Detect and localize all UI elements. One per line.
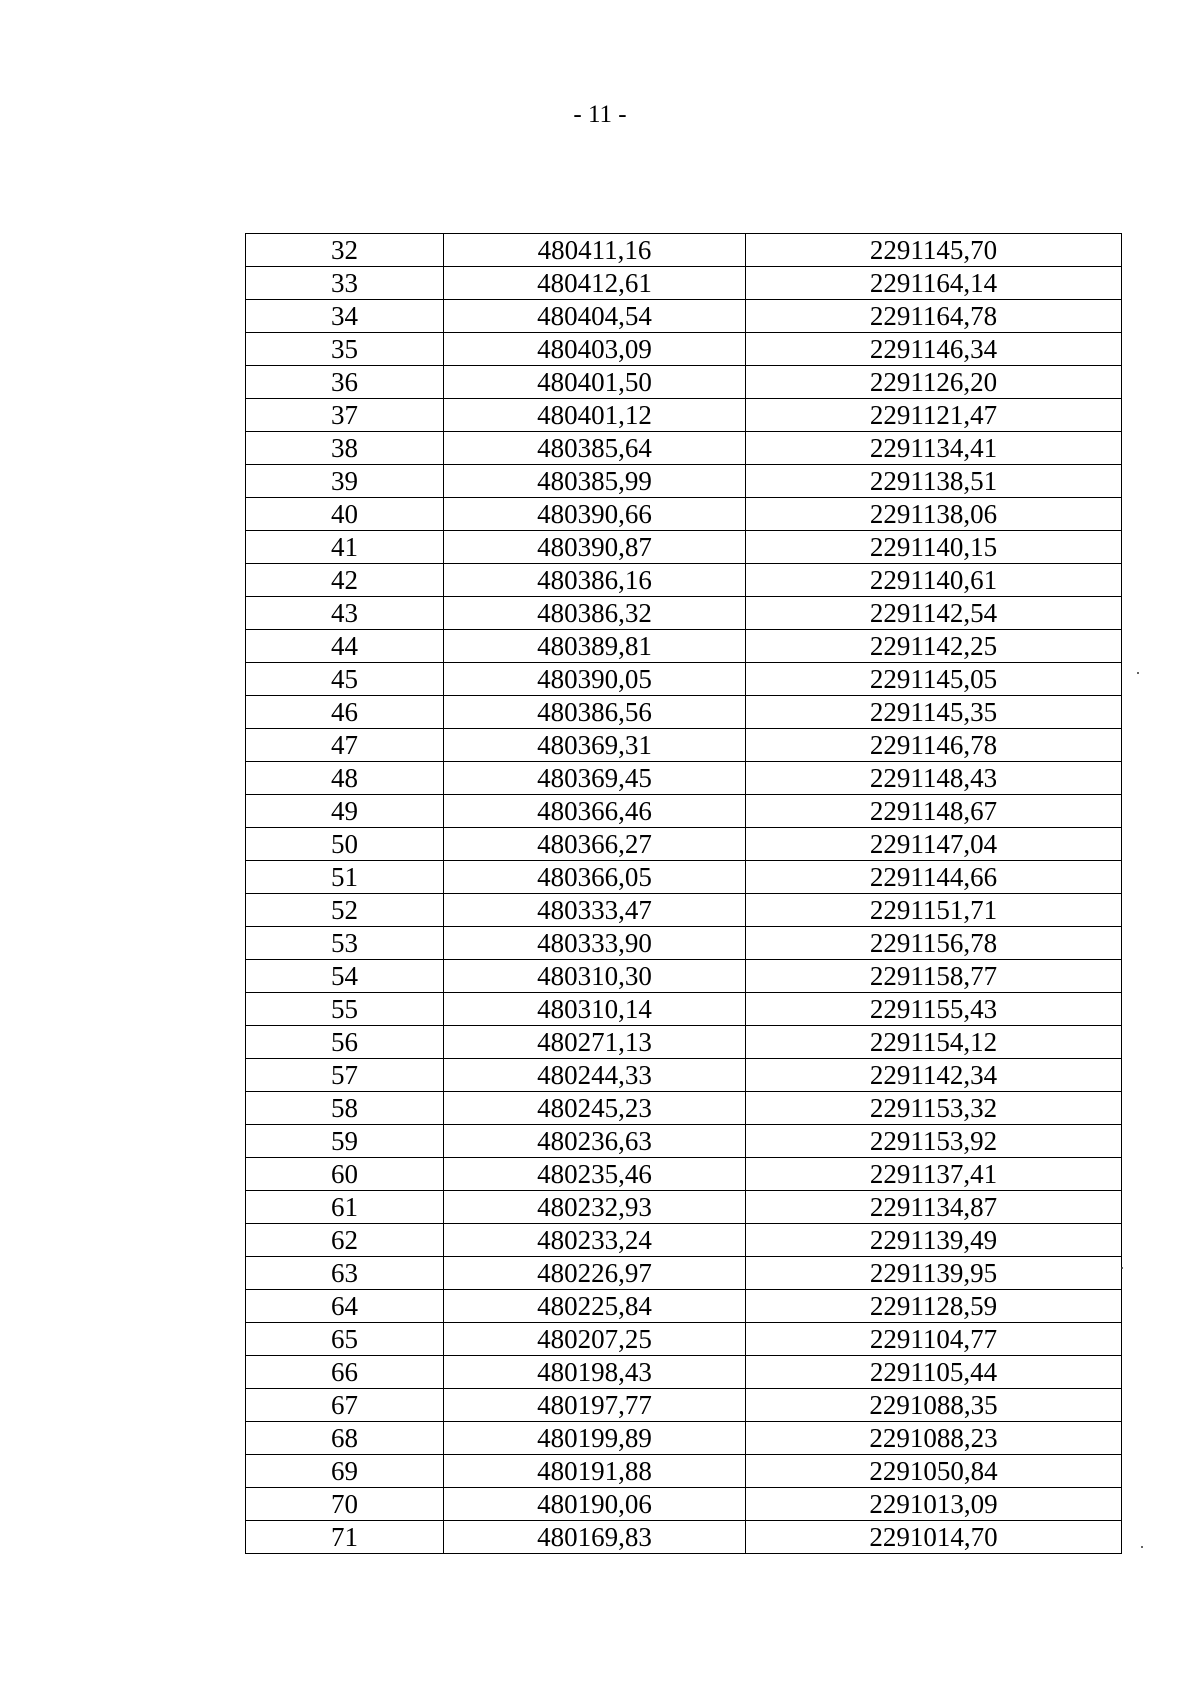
- point-number-cell: 69: [246, 1455, 444, 1488]
- y-coordinate-cell: 2291142,34: [746, 1059, 1122, 1092]
- y-coordinate-cell: 2291139,95: [746, 1257, 1122, 1290]
- y-coordinate-cell: 2291146,78: [746, 729, 1122, 762]
- x-coordinate-cell: 480401,12: [444, 399, 746, 432]
- x-coordinate-cell: 480390,87: [444, 531, 746, 564]
- table-row: [246, 1389, 1122, 1422]
- scan-speck: [1137, 672, 1139, 674]
- x-coordinate-cell: 480197,77: [444, 1389, 746, 1422]
- table-row: [246, 1026, 1122, 1059]
- point-number-cell: 46: [246, 696, 444, 729]
- point-number-cell: 71: [246, 1521, 444, 1554]
- y-coordinate-cell: 2291151,71: [746, 894, 1122, 927]
- table-row: [246, 597, 1122, 630]
- y-coordinate-cell: 2291164,78: [746, 300, 1122, 333]
- coordinates-table-body: [246, 234, 1122, 1554]
- table-row: [246, 432, 1122, 465]
- point-number-cell: 41: [246, 531, 444, 564]
- table-row: [246, 1257, 1122, 1290]
- point-number-cell: 47: [246, 729, 444, 762]
- y-coordinate-cell: 2291145,35: [746, 696, 1122, 729]
- y-coordinate-cell: 2291148,43: [746, 762, 1122, 795]
- table-row: [246, 1356, 1122, 1389]
- x-coordinate-cell: 480310,30: [444, 960, 746, 993]
- x-coordinate-cell: 480236,63: [444, 1125, 746, 1158]
- y-coordinate-cell: 2291105,44: [746, 1356, 1122, 1389]
- y-coordinate-cell: 2291134,41: [746, 432, 1122, 465]
- point-number-cell: 35: [246, 333, 444, 366]
- x-coordinate-cell: 480412,61: [444, 267, 746, 300]
- point-number-cell: 67: [246, 1389, 444, 1422]
- x-coordinate-cell: 480233,24: [444, 1224, 746, 1257]
- table-row: [246, 531, 1122, 564]
- x-coordinate-cell: 480389,81: [444, 630, 746, 663]
- x-coordinate-cell: 480366,05: [444, 861, 746, 894]
- scan-speck: [1141, 1546, 1143, 1548]
- y-coordinate-cell: 2291121,47: [746, 399, 1122, 432]
- table-row: [246, 267, 1122, 300]
- table-row: [246, 861, 1122, 894]
- table-row: [246, 234, 1122, 267]
- y-coordinate-cell: 2291126,20: [746, 366, 1122, 399]
- x-coordinate-cell: 480369,45: [444, 762, 746, 795]
- x-coordinate-cell: 480366,27: [444, 828, 746, 861]
- table-row: [246, 333, 1122, 366]
- point-number-cell: 60: [246, 1158, 444, 1191]
- y-coordinate-cell: 2291140,15: [746, 531, 1122, 564]
- point-number-cell: 53: [246, 927, 444, 960]
- x-coordinate-cell: 480235,46: [444, 1158, 746, 1191]
- y-coordinate-cell: 2291158,77: [746, 960, 1122, 993]
- x-coordinate-cell: 480244,33: [444, 1059, 746, 1092]
- x-coordinate-cell: 480404,54: [444, 300, 746, 333]
- table-row: [246, 366, 1122, 399]
- x-coordinate-cell: 480386,16: [444, 564, 746, 597]
- x-coordinate-cell: 480169,83: [444, 1521, 746, 1554]
- point-number-cell: 39: [246, 465, 444, 498]
- point-number-cell: 70: [246, 1488, 444, 1521]
- point-number-cell: 57: [246, 1059, 444, 1092]
- point-number-cell: 54: [246, 960, 444, 993]
- table-row: [246, 927, 1122, 960]
- y-coordinate-cell: 2291014,70: [746, 1521, 1122, 1554]
- table-row: [246, 894, 1122, 927]
- y-coordinate-cell: 2291104,77: [746, 1323, 1122, 1356]
- y-coordinate-cell: 2291128,59: [746, 1290, 1122, 1323]
- table-row: [246, 498, 1122, 531]
- x-coordinate-cell: 480225,84: [444, 1290, 746, 1323]
- y-coordinate-cell: 2291139,49: [746, 1224, 1122, 1257]
- x-coordinate-cell: 480390,66: [444, 498, 746, 531]
- table-row: [246, 1125, 1122, 1158]
- x-coordinate-cell: 480191,88: [444, 1455, 746, 1488]
- point-number-cell: 43: [246, 597, 444, 630]
- y-coordinate-cell: 2291013,09: [746, 1488, 1122, 1521]
- y-coordinate-cell: 2291144,66: [746, 861, 1122, 894]
- y-coordinate-cell: 2291142,25: [746, 630, 1122, 663]
- y-coordinate-cell: 2291088,35: [746, 1389, 1122, 1422]
- point-number-cell: 38: [246, 432, 444, 465]
- coordinates-table: [245, 233, 1122, 1554]
- table-row: [246, 1488, 1122, 1521]
- table-row: [246, 828, 1122, 861]
- x-coordinate-cell: 480271,13: [444, 1026, 746, 1059]
- table-row: [246, 1521, 1122, 1554]
- point-number-cell: 36: [246, 366, 444, 399]
- y-coordinate-cell: 2291153,92: [746, 1125, 1122, 1158]
- y-coordinate-cell: 2291153,32: [746, 1092, 1122, 1125]
- point-number-cell: 66: [246, 1356, 444, 1389]
- x-coordinate-cell: 480401,50: [444, 366, 746, 399]
- y-coordinate-cell: 2291146,34: [746, 333, 1122, 366]
- point-number-cell: 55: [246, 993, 444, 1026]
- y-coordinate-cell: 2291156,78: [746, 927, 1122, 960]
- point-number-cell: 32: [246, 234, 444, 267]
- table-row: [246, 465, 1122, 498]
- point-number-cell: 42: [246, 564, 444, 597]
- y-coordinate-cell: 2291145,70: [746, 234, 1122, 267]
- point-number-cell: 33: [246, 267, 444, 300]
- y-coordinate-cell: 2291154,12: [746, 1026, 1122, 1059]
- table-row: [246, 1422, 1122, 1455]
- scan-speck: [1121, 1267, 1123, 1269]
- point-number-cell: 45: [246, 663, 444, 696]
- point-number-cell: 51: [246, 861, 444, 894]
- table-row: [246, 696, 1122, 729]
- x-coordinate-cell: 480403,09: [444, 333, 746, 366]
- x-coordinate-cell: 480198,43: [444, 1356, 746, 1389]
- table-row: [246, 1290, 1122, 1323]
- y-coordinate-cell: 2291050,84: [746, 1455, 1122, 1488]
- table-row: [246, 1158, 1122, 1191]
- point-number-cell: 62: [246, 1224, 444, 1257]
- table-row: [246, 795, 1122, 828]
- point-number-cell: 52: [246, 894, 444, 927]
- table-row: [246, 564, 1122, 597]
- point-number-cell: 56: [246, 1026, 444, 1059]
- y-coordinate-cell: 2291138,06: [746, 498, 1122, 531]
- x-coordinate-cell: 480333,90: [444, 927, 746, 960]
- y-coordinate-cell: 2291164,14: [746, 267, 1122, 300]
- table-row: [246, 762, 1122, 795]
- point-number-cell: 65: [246, 1323, 444, 1356]
- x-coordinate-cell: 480366,46: [444, 795, 746, 828]
- table-row: [246, 960, 1122, 993]
- point-number-cell: 50: [246, 828, 444, 861]
- y-coordinate-cell: 2291134,87: [746, 1191, 1122, 1224]
- table-row: [246, 1323, 1122, 1356]
- x-coordinate-cell: 480385,64: [444, 432, 746, 465]
- page-number: - 11 -: [573, 101, 627, 128]
- point-number-cell: 44: [246, 630, 444, 663]
- point-number-cell: 63: [246, 1257, 444, 1290]
- y-coordinate-cell: 2291140,61: [746, 564, 1122, 597]
- table-row: [246, 399, 1122, 432]
- y-coordinate-cell: 2291138,51: [746, 465, 1122, 498]
- table-row: [246, 300, 1122, 333]
- point-number-cell: 49: [246, 795, 444, 828]
- y-coordinate-cell: 2291088,23: [746, 1422, 1122, 1455]
- table-row: [246, 1092, 1122, 1125]
- point-number-cell: 37: [246, 399, 444, 432]
- y-coordinate-cell: 2291142,54: [746, 597, 1122, 630]
- point-number-cell: 48: [246, 762, 444, 795]
- table-row: [246, 1455, 1122, 1488]
- point-number-cell: 58: [246, 1092, 444, 1125]
- x-coordinate-cell: 480232,93: [444, 1191, 746, 1224]
- y-coordinate-cell: 2291148,67: [746, 795, 1122, 828]
- y-coordinate-cell: 2291145,05: [746, 663, 1122, 696]
- point-number-cell: 34: [246, 300, 444, 333]
- point-number-cell: 68: [246, 1422, 444, 1455]
- y-coordinate-cell: 2291137,41: [746, 1158, 1122, 1191]
- x-coordinate-cell: 480199,89: [444, 1422, 746, 1455]
- table-row: [246, 1224, 1122, 1257]
- x-coordinate-cell: 480226,97: [444, 1257, 746, 1290]
- table-row: [246, 729, 1122, 762]
- x-coordinate-cell: 480390,05: [444, 663, 746, 696]
- y-coordinate-cell: 2291147,04: [746, 828, 1122, 861]
- x-coordinate-cell: 480333,47: [444, 894, 746, 927]
- point-number-cell: 64: [246, 1290, 444, 1323]
- x-coordinate-cell: 480411,16: [444, 234, 746, 267]
- x-coordinate-cell: 480386,56: [444, 696, 746, 729]
- x-coordinate-cell: 480190,06: [444, 1488, 746, 1521]
- x-coordinate-cell: 480245,23: [444, 1092, 746, 1125]
- point-number-cell: 40: [246, 498, 444, 531]
- x-coordinate-cell: 480207,25: [444, 1323, 746, 1356]
- table-row: [246, 1059, 1122, 1092]
- point-number-cell: 59: [246, 1125, 444, 1158]
- point-number-cell: 61: [246, 1191, 444, 1224]
- table-row: [246, 663, 1122, 696]
- x-coordinate-cell: 480310,14: [444, 993, 746, 1026]
- table-row: [246, 993, 1122, 1026]
- x-coordinate-cell: 480385,99: [444, 465, 746, 498]
- y-coordinate-cell: 2291155,43: [746, 993, 1122, 1026]
- x-coordinate-cell: 480369,31: [444, 729, 746, 762]
- table-row: [246, 630, 1122, 663]
- x-coordinate-cell: 480386,32: [444, 597, 746, 630]
- table-row: [246, 1191, 1122, 1224]
